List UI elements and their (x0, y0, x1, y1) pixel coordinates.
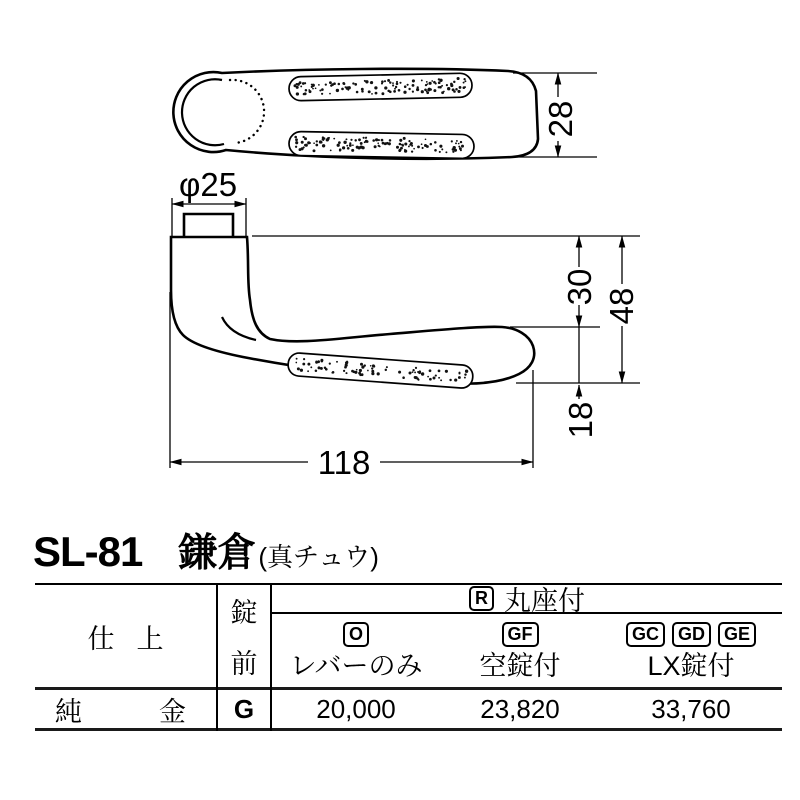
table-rule-bottom (35, 728, 782, 731)
neck-outline (184, 214, 233, 237)
dim-label-28: 28 (542, 100, 579, 138)
finish-char: 金 (159, 696, 186, 727)
column-label: レバーのみ (289, 650, 423, 681)
code-box-ge: GE (718, 622, 756, 647)
round-base-header (272, 585, 782, 616)
lock-header-char: 前 (230, 649, 258, 679)
product-name: 鎌倉 (178, 532, 257, 575)
code-box-gd: GD (672, 622, 711, 647)
column-label: 空錠付 (479, 650, 561, 681)
finish-header-char: 仕 (87, 623, 115, 654)
material-note: (真チュウ) (258, 542, 379, 572)
code-box-o: O (343, 622, 369, 647)
column-header-lever-only (272, 614, 440, 687)
price-row (272, 690, 782, 728)
column-label: LX錠付 (647, 650, 735, 681)
lever-top-view (173, 69, 538, 159)
option-column-headers (272, 614, 782, 687)
lock-header-char: 錠 (230, 598, 258, 628)
finish-char: 純 (55, 696, 82, 727)
price-latch: 23,820 (480, 693, 560, 724)
dim-label-30: 30 (561, 268, 598, 306)
finish-value-cell (35, 690, 216, 728)
finish-header-char: 上 (136, 623, 164, 654)
model-number: SL-81 (33, 528, 143, 575)
code-box-gf: GF (502, 622, 539, 647)
lock-column-header (218, 585, 270, 687)
code-box-gc: GC (626, 622, 665, 647)
lock-code-cell: G (233, 693, 255, 724)
finish-column-header (35, 585, 216, 687)
code-box-r: R (469, 586, 494, 611)
price-lever-only: 20,000 (316, 693, 396, 724)
dim-label-18: 18 (562, 401, 599, 439)
round-base-label: 丸座付 (504, 586, 585, 616)
price-lx-lock: 33,760 (651, 693, 731, 724)
column-header-latch (440, 614, 600, 687)
dim-label-118: 118 (317, 444, 371, 481)
dim-label-48: 48 (603, 287, 640, 325)
product-title (33, 522, 379, 575)
dim-label-phi25: φ25 (178, 166, 238, 203)
price-table (35, 583, 782, 731)
column-header-lx-lock (600, 614, 782, 687)
lever-side-view (171, 214, 534, 389)
